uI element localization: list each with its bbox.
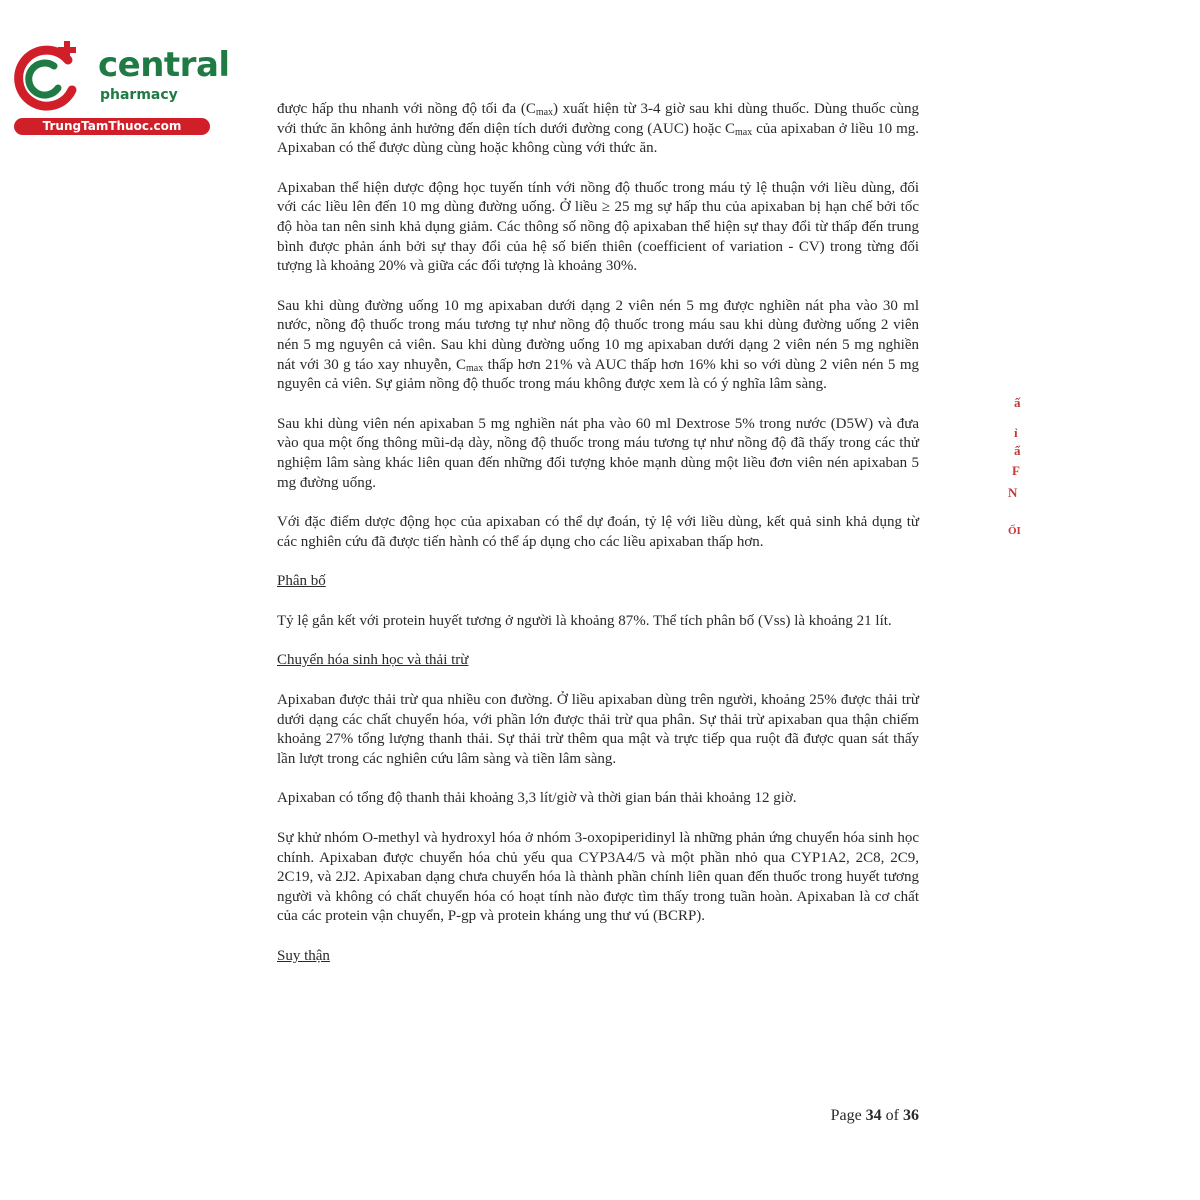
stamp-char: ấ [1014,395,1021,410]
logo-mark-icon [10,38,100,118]
subscript-max: max [535,107,554,118]
paragraph-linear-pk: Apixaban thể hiện dược động học tuyến tính với nồng độ thuốc trong máu tỷ lệ thuận với liều dùng, đối với các liều lên đến 10 mg dùng đường uống. Ở liều ≥ 25 mg sự hấp thu của apixaban bị hạn chế bởi tốc độ hòa tan nên sinh khả dụng giảm. Các thông số nồng độ apixaban thể hiện sự thay đổi từ thấp đến trung bình được phản ánh bởi sự thay đổi của hệ số biến thiên (coefficient of variation - CV) trong từng đối tượng là khoảng 20% và giữa các đối tượng là khoảng 30%. [277,179,919,275]
section-heading-metabolism: Chuyển hóa sinh học và thải trừ [277,652,469,669]
section-heading-distribution: Phân bố [277,573,326,590]
of-label: of [885,1107,899,1124]
stamp-char: F [1012,463,1020,478]
paragraph-metabolism: Sự khử nhóm O-methyl và hydroxyl hóa ở nhóm 3-oxopiperidinyl là những phản ứng chuyển hóa sinh học chính. Apixaban được chuyển hóa chủ yếu qua CYP3A4/5 và một phần nhỏ qua CYP1A2, 2C8, 2C9, 2C19, và 2J2. Apixaban dạng chưa chuyển hóa là thành phần chính liên quan đến thuốc trong huyết tương người và không có chất chuyển hóa có hoạt tính nào được tìm thấy trong tuần hoàn. Apixaban là cơ chất của các protein vận chuyển, P-gp và protein kháng ung thư vú (BCRP). [277,830,919,925]
paragraph-absorption [277,100,919,159]
total-page-number: 36 [903,1107,919,1124]
central-pharmacy-logo[interactable] [10,38,230,138]
logo-sub-text: pharmacy [100,87,178,103]
stamp-char: N [1008,485,1018,500]
document-body [277,100,919,987]
stamp-char: ỉ [1014,425,1018,440]
paragraph-crushed-tablet [277,297,919,395]
stamp-char: ẩ [1014,443,1021,458]
logo-url-badge[interactable]: TrungTamThuoc.com [14,118,210,135]
paragraph-distribution: Tỷ lệ gắn kết với protein huyết tương ở người là khoảng 87%. Thể tích phân bố (Vss) là khoảng 21 lít. [277,612,892,629]
paragraph-clearance: Apixaban có tổng độ thanh thải khoảng 3,3 lít/giờ và thời gian bán thải khoảng 12 giờ. [277,790,797,807]
paragraph-text: Sau khi dùng đường uống 10 mg apixaban dưới dạng 2 viên nén 5 mg được nghiền nát pha vào 30 ml nước, nồng độ thuốc trong máu tương tự như nồng độ thuốc trong máu sau khi dùng đường uống 2 viên nén 5 mg nguyên cả viên. Sau khi dùng đường uống 10 mg apixaban dưới dạng 2 viên nén 5 mg nghiền nát với 30 g táo xay nhuyễn, C [277,297,919,373]
red-stamp-mark [1000,395,1030,555]
paragraph-text: thấp hơn 21% và AUC thấp hơn 16% khi so với dùng 2 viên nén 5 mg nguyên cả viên. Sự giảm nồng độ thuốc trong máu không được xem là có ý nghĩa lâm sàng. [277,356,919,393]
subscript-max: max [735,126,753,138]
subscript-max: max [466,362,484,374]
page-number-footer [831,1107,919,1125]
paragraph-text: được hấp thu nhanh với nồng độ tối đa (C [277,101,536,117]
paragraph-elimination: Apixaban được thải trừ qua nhiều con đường. Ở liều apixaban dùng trên người, khoảng 25% được thải trừ dưới dạng các chất chuyển hóa, với phần lớn được thải trừ qua phân. Sự thải trừ apixaban qua thận chiếm khoảng 27% tổng lượng thanh thải. Sự thải trừ thêm qua mật và trực tiếp qua ruột đã được quan sát thấy lần lượt trong các nghiên cứu lâm sàng và tiền lâm sàng. [277,692,919,767]
current-page-number: 34 [865,1107,882,1124]
page-label: Page [830,1107,862,1124]
paragraph-nasogastric: Sau khi dùng viên nén apixaban 5 mg nghiền nát pha vào 60 ml Dextrose 5% trong nước (D5W) và đưa vào qua một ống thông mũi-dạ dày, nồng độ thuốc trong máu tương tự như nồng độ đã thấy trong các thử nghiệm lâm sàng khác liên quan đến những đối tượng khỏe mạnh dùng một liều đơn viên nén apixaban 5 mg đường uống. [277,415,919,491]
paragraph-bioavailability: Với đặc điểm dược động học của apixaban có thể dự đoán, tỷ lệ với liều dùng, kết quả sinh khả dụng từ các nghiên cứu đã được tiến hành có thể áp dụng cho các liều apixaban thấp hơn. [277,514,919,550]
paragraph-text: ) xuất hiện từ 3-4 giờ sau khi dùng thuốc. Dùng thuốc cùng với thức ăn không ảnh hưởng đến diện tích dưới đường cong (AUC) hoặc C [277,101,920,137]
section-heading-renal: Suy thận [277,948,330,964]
logo-brand-text: central [98,45,230,85]
paragraph-text: của apixaban ở liều 10 mg. Apixaban có thể được dùng cùng hoặc không cùng với thức ăn. [277,120,919,157]
stamp-char: ỐI [1008,525,1021,537]
